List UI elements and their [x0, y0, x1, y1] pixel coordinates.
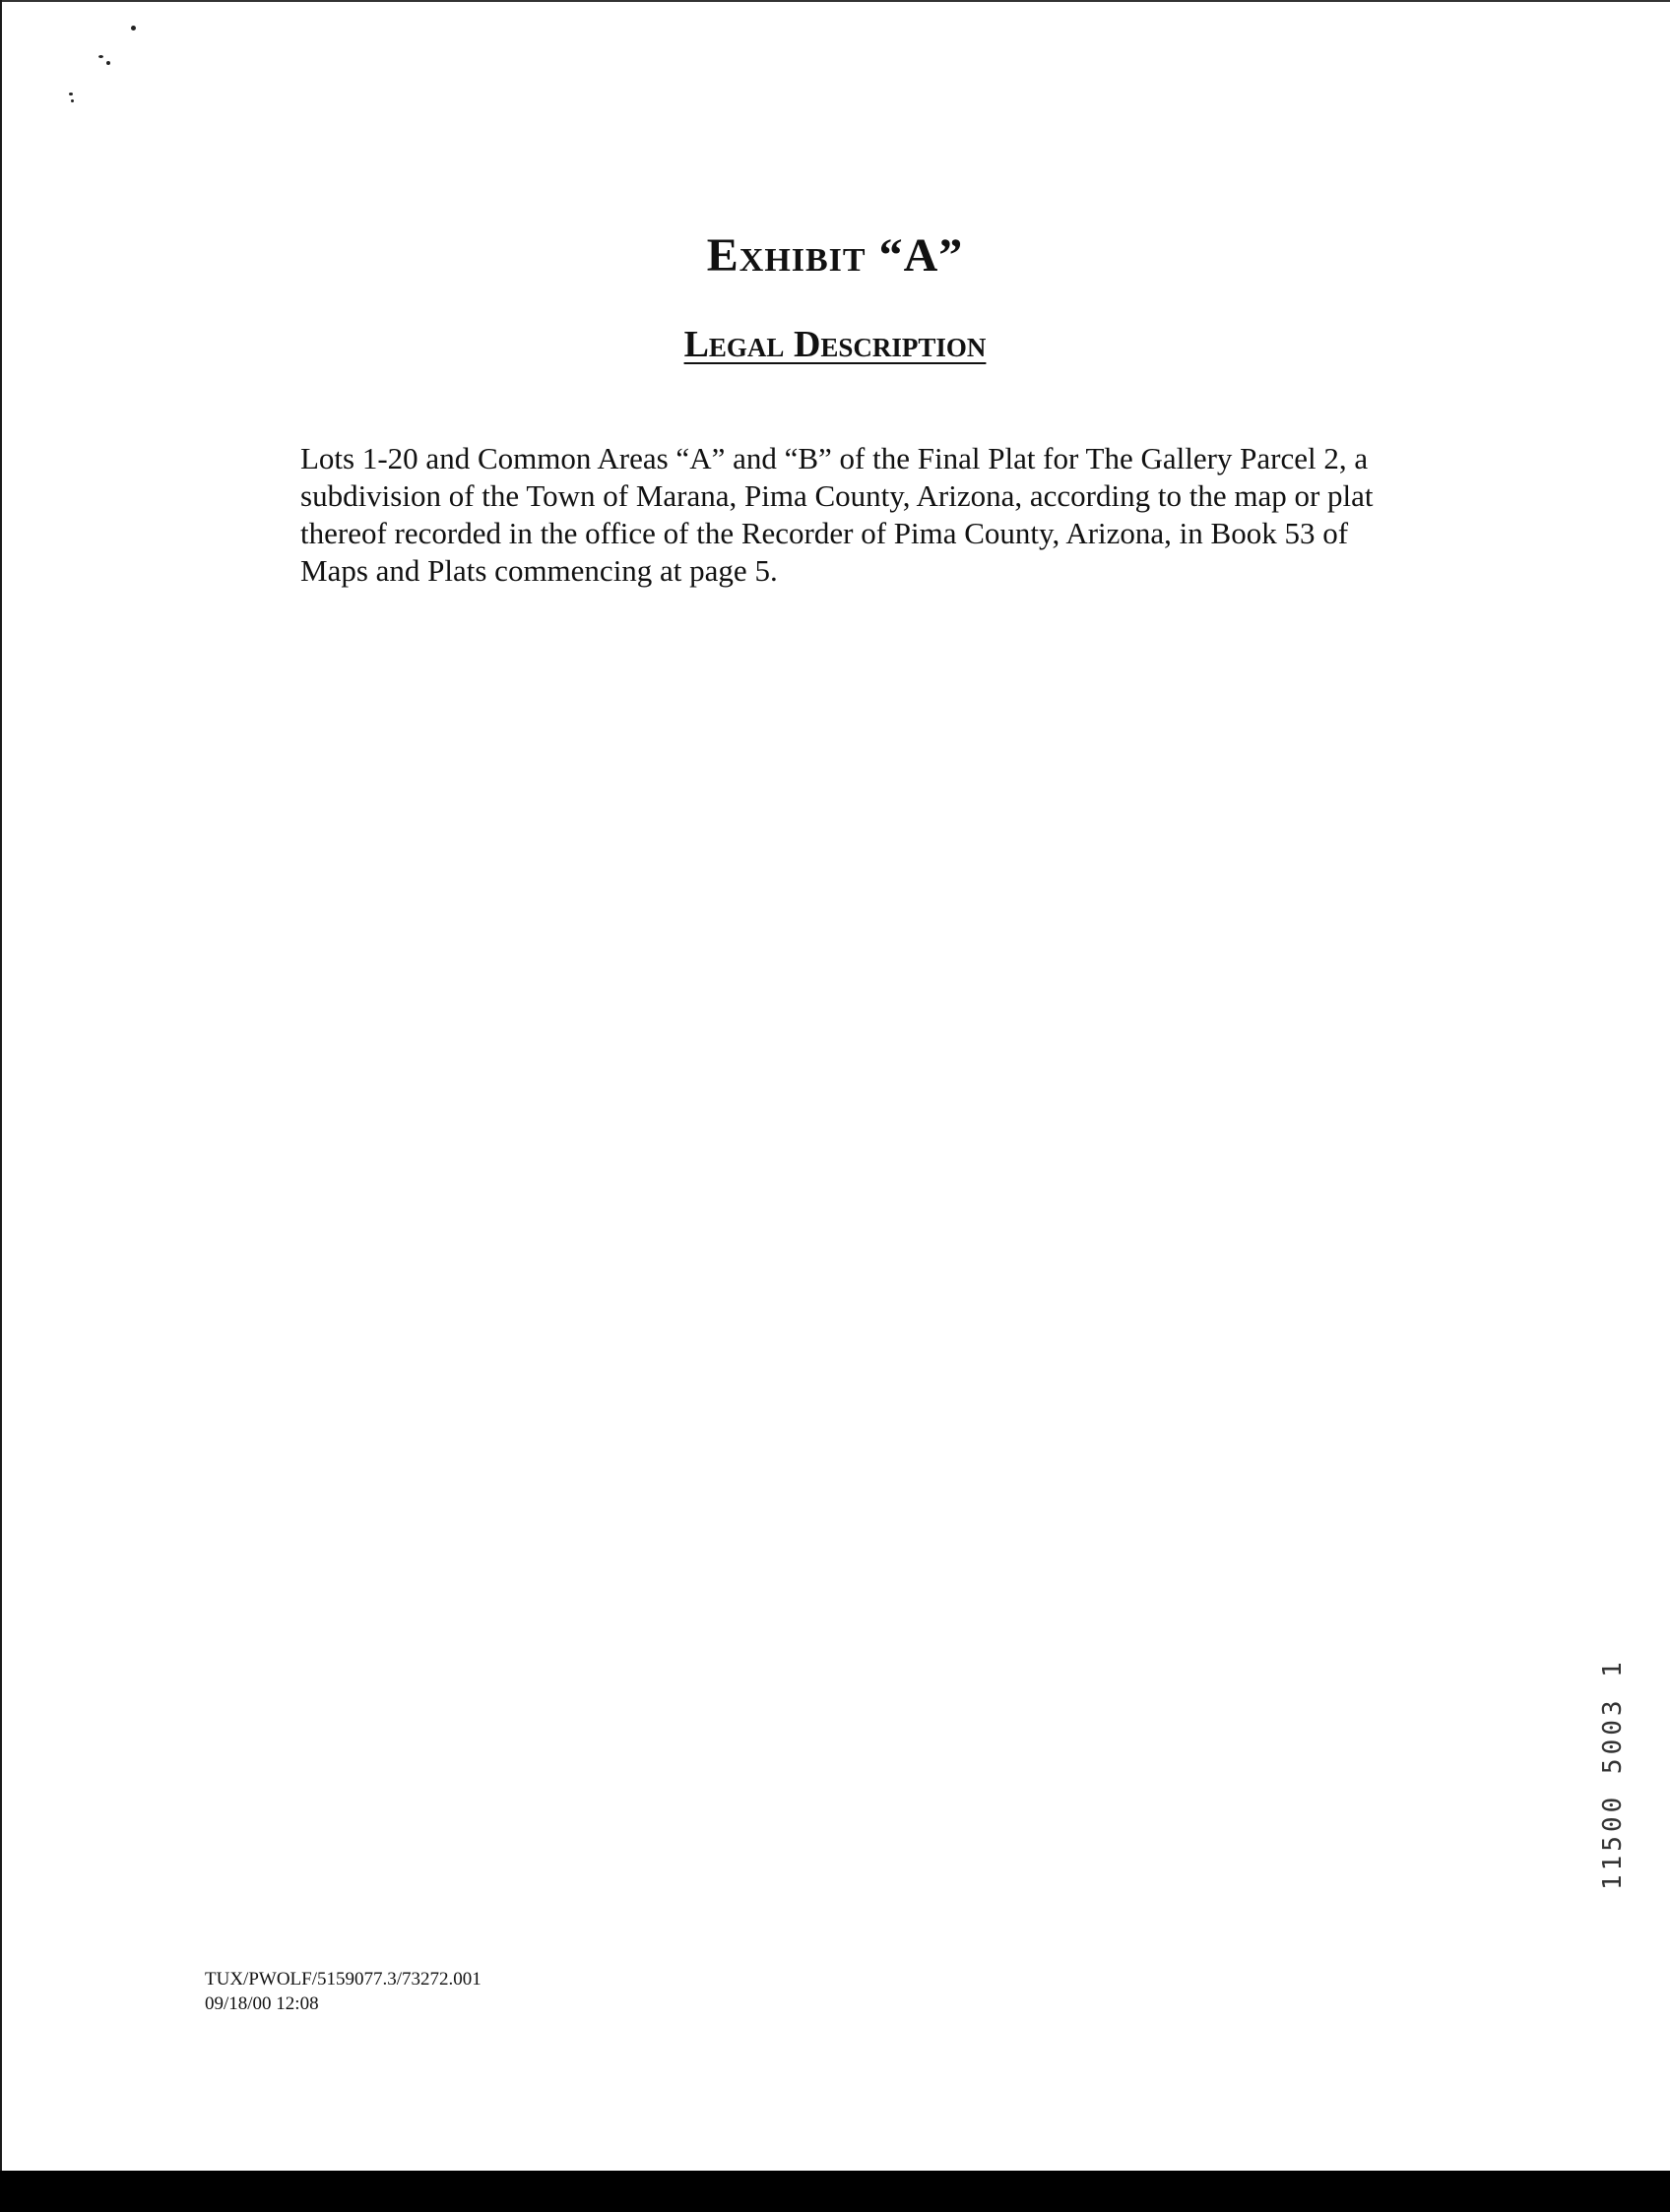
legal-description-heading: Legal Description — [683, 324, 987, 365]
scan-speck — [98, 55, 103, 58]
scan-top-edge — [0, 0, 1670, 2]
margin-stamp — [1593, 1555, 1633, 1890]
scan-speck — [71, 99, 74, 102]
exhibit-title: Exhibit “A” — [706, 229, 964, 282]
footer-timestamp: 09/18/00 12:08 — [205, 1993, 319, 2014]
document-footer — [205, 1967, 482, 2016]
footer-file-reference: TUX/PWOLF/5159077.3/73272.001 — [205, 1969, 482, 1990]
margin-stamp-text: 11500 5003 1 — [1598, 1658, 1628, 1890]
scan-speck — [106, 61, 110, 65]
scan-speck — [69, 93, 73, 95]
scan-speck — [131, 26, 136, 31]
legal-description-text: Lots 1-20 and Common Areas “A” and “B” of the Final Plat for The Gallery Parcel 2, a subdivision of the Town of Marana, Pima County, Arizona, according to the map or plat thereof recorded in the office of the Recorder of Pima County, Arizona, in Book 53 of Maps and Plats commencing at page 5. — [300, 441, 1374, 588]
scan-bottom-band — [0, 2171, 1670, 2212]
